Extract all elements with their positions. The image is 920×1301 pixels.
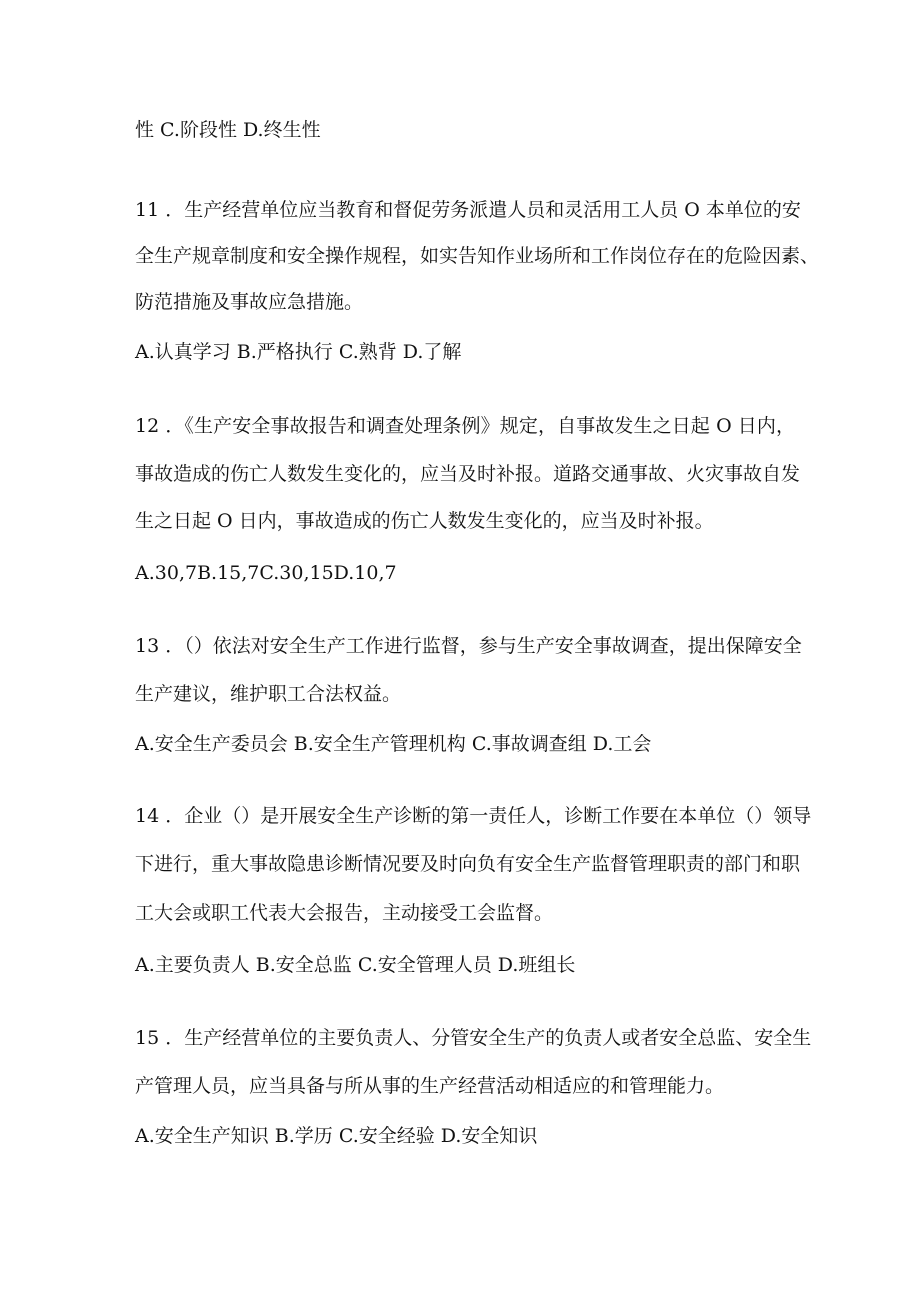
q15-text-line-1: 15 ．生产经营单位的主要负责人、分管安全生产的负责人或者安全总监、安全生 (135, 1027, 812, 1049)
q10-options-continued: 性 C.阶段性 D.终生性 (135, 119, 321, 141)
q11-text-line-1: 11 ．生产经营单位应当教育和督促劳务派遣人员和灵活用工人员 O 本单位的安 (135, 199, 801, 221)
q12-text-line-1: 12 ．《生产安全事故报告和调查处理条例》规定，自事故发生之日起 O 日内， (135, 415, 795, 437)
q12-text-line-3: 生之日起 O 日内，事故造成的伤亡人数发生变化的，应当及时补报。 (135, 510, 714, 532)
q14-text-line-1: 14 ．企业（）是开展安全生产诊断的第一责任人，诊断工作要在本单位（）领导 (135, 805, 812, 827)
q11-text-line-2: 全生产规章制度和安全操作规程，如实告知作业场所和工作岗位存在的危险因素、 (135, 245, 820, 267)
q14-text-line-2: 下进行，重大事故隐患诊断情况要及时向负有安全生产监督管理职责的部门和职 (135, 853, 801, 875)
q13-options: A.安全生产委员会 B.安全生产管理机构 C.事故调查组 D.工会 (135, 733, 652, 755)
q15-options: A.安全生产知识 B.学历 C.安全经验 D.安全知识 (135, 1125, 538, 1147)
q13-text-line-2: 生产建议，维护职工合法权益。 (135, 683, 402, 705)
q11-text-line-3: 防范措施及事故应急措施。 (135, 291, 364, 313)
q14-text-line-3: 工大会或职工代表大会报告，主动接受工会监督。 (135, 902, 554, 924)
q12-text-line-2: 事故造成的伤亡人数发生变化的，应当及时补报。道路交通事故、火灾事故自发 (135, 463, 801, 485)
q11-options: A.认真学习 B.严格执行 C.熟背 D.了解 (135, 341, 462, 363)
q14-options: A.主要负责人 B.安全总监 C.安全管理人员 D.班组长 (135, 954, 576, 976)
q12-options: A.30,7B.15,7C.30,15D.10,7 (135, 562, 397, 584)
q15-text-line-2: 产管理人员，应当具备与所从事的生产经营活动相适应的和管理能力。 (135, 1075, 725, 1097)
q13-text-line-1: 13 ．（）依法对安全生产工作进行监督，参与生产安全事故调查，提出保障安全 (135, 635, 802, 657)
